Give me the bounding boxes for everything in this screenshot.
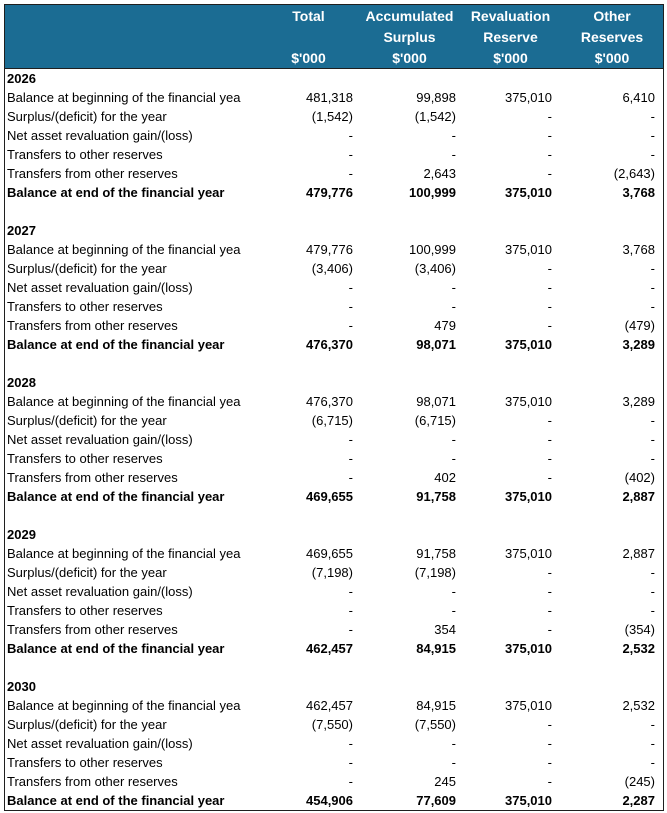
cell-total: 479,776	[306, 185, 353, 200]
cell-accumulated-surplus: -	[451, 432, 456, 447]
table-row	[5, 430, 663, 449]
table-row	[5, 164, 663, 183]
cell-accumulated-surplus: -	[451, 584, 456, 599]
cell-total: (7,550)	[311, 717, 353, 732]
header-revaluation-2: Reserve	[460, 26, 561, 47]
cell-other-reserves: 2,532	[622, 641, 655, 656]
row-label: Balance at end of the financial year	[7, 337, 225, 352]
cell-revaluation-reserve: 375,010	[505, 489, 552, 504]
table-row	[5, 259, 663, 278]
cell-other-reserves: (245)	[624, 774, 655, 789]
table-row	[5, 582, 663, 601]
cell-revaluation-reserve: -	[547, 261, 552, 276]
cell-revaluation-reserve: -	[547, 318, 552, 333]
cell-revaluation-reserve: -	[547, 603, 552, 618]
year-heading: 2030	[7, 679, 36, 694]
cell-revaluation-reserve: 375,010	[505, 242, 552, 257]
cell-total: -	[348, 584, 353, 599]
cell-accumulated-surplus: (7,550)	[414, 717, 456, 732]
cell-total: -	[348, 622, 353, 637]
table-body	[5, 69, 663, 811]
table-row	[5, 715, 663, 734]
cell-revaluation-reserve: -	[547, 128, 552, 143]
spacer-cell	[5, 202, 663, 221]
year-heading-row	[5, 221, 663, 240]
row-label: Net asset revaluation gain/(loss)	[7, 128, 193, 143]
cell-total: (6,715)	[311, 413, 353, 428]
cell-accumulated-surplus: 479	[434, 318, 456, 333]
header-revaluation: Revaluation	[460, 5, 561, 26]
table-row	[5, 316, 663, 335]
cell-other-reserves: 2,532	[622, 698, 655, 713]
header-accumulated: Accumulated	[359, 5, 460, 26]
cell-revaluation-reserve: -	[547, 413, 552, 428]
cell-accumulated-surplus: 402	[434, 470, 456, 485]
cell-accumulated-surplus: -	[451, 147, 456, 162]
cell-revaluation-reserve: 375,010	[505, 793, 552, 808]
cell-accumulated-surplus: -	[451, 299, 456, 314]
cell-accumulated-surplus: (1,542)	[414, 109, 456, 124]
cell-revaluation-reserve: 375,010	[505, 185, 552, 200]
cell-total: 479,776	[306, 242, 353, 257]
table-row	[5, 145, 663, 164]
balance-end-row	[5, 791, 663, 810]
cell-total: -	[348, 318, 353, 333]
spacer-cell	[5, 354, 663, 373]
cell-accumulated-surplus: -	[451, 603, 456, 618]
cell-other-reserves: (479)	[624, 318, 655, 333]
row-label: Transfers from other reserves	[7, 622, 178, 637]
cell-revaluation-reserve: -	[547, 166, 552, 181]
cell-accumulated-surplus: (7,198)	[414, 565, 456, 580]
cell-revaluation-reserve: -	[547, 622, 552, 637]
year-heading: 2029	[7, 527, 36, 542]
table-row	[5, 126, 663, 145]
header-revaluation-units: $'000	[460, 47, 561, 69]
row-label: Balance at beginning of the financial yea	[7, 90, 241, 105]
cell-revaluation-reserve: 375,010	[505, 337, 552, 352]
year-heading-row	[5, 373, 663, 392]
balance-end-row	[5, 639, 663, 658]
header-total-2	[258, 26, 359, 47]
table-row	[5, 563, 663, 582]
cell-other-reserves: -	[650, 299, 655, 314]
cell-total: (1,542)	[311, 109, 353, 124]
cell-other-reserves: 2,887	[622, 489, 655, 504]
cell-accumulated-surplus: 100,999	[409, 185, 456, 200]
cell-revaluation-reserve: -	[547, 432, 552, 447]
cell-total: (7,198)	[311, 565, 353, 580]
row-label: Balance at end of the financial year	[7, 185, 225, 200]
cell-other-reserves: -	[650, 565, 655, 580]
year-heading-row	[5, 525, 663, 544]
cell-accumulated-surplus: (6,715)	[414, 413, 456, 428]
header-label-blank-3	[5, 47, 258, 69]
row-label: Transfers from other reserves	[7, 774, 178, 789]
cell-revaluation-reserve: 375,010	[505, 90, 552, 105]
row-label: Transfers from other reserves	[7, 470, 178, 485]
spacer-cell	[5, 658, 663, 677]
cell-other-reserves: -	[650, 128, 655, 143]
cell-accumulated-surplus: 84,915	[416, 641, 456, 656]
cell-revaluation-reserve: -	[547, 755, 552, 770]
row-label: Transfers to other reserves	[7, 147, 163, 162]
equity-statement-table	[5, 5, 663, 810]
cell-revaluation-reserve: -	[547, 565, 552, 580]
row-label: Balance at end of the financial year	[7, 641, 225, 656]
row-label: Transfers from other reserves	[7, 166, 178, 181]
table-row	[5, 734, 663, 753]
row-label: Balance at beginning of the financial yea	[7, 546, 241, 561]
cell-accumulated-surplus: -	[451, 736, 456, 751]
cell-revaluation-reserve: -	[547, 717, 552, 732]
cell-other-reserves: 3,768	[622, 185, 655, 200]
cell-total: -	[348, 299, 353, 314]
header-row-2	[5, 26, 663, 47]
cell-revaluation-reserve: 375,010	[505, 641, 552, 656]
cell-total: 469,655	[306, 546, 353, 561]
cell-other-reserves: -	[650, 717, 655, 732]
cell-accumulated-surplus: 99,898	[416, 90, 456, 105]
cell-total: -	[348, 736, 353, 751]
cell-revaluation-reserve: -	[547, 280, 552, 295]
cell-total: 462,457	[306, 641, 353, 656]
cell-other-reserves: (354)	[624, 622, 655, 637]
cell-total: -	[348, 451, 353, 466]
cell-accumulated-surplus: 354	[434, 622, 456, 637]
cell-revaluation-reserve: -	[547, 584, 552, 599]
cell-total: -	[348, 280, 353, 295]
table-row	[5, 449, 663, 468]
header-other: Other	[561, 5, 663, 26]
cell-other-reserves: (2,643)	[613, 166, 655, 181]
row-label: Surplus/(deficit) for the year	[7, 261, 167, 276]
section-spacer	[5, 506, 663, 525]
cell-other-reserves: -	[650, 603, 655, 618]
cell-total: -	[348, 755, 353, 770]
header-total-units: $'000	[258, 47, 359, 69]
row-label: Balance at beginning of the financial yea	[7, 242, 241, 257]
cell-accumulated-surplus: 2,643	[423, 166, 456, 181]
cell-revaluation-reserve: 375,010	[505, 698, 552, 713]
table-row	[5, 278, 663, 297]
header-other-2: Reserves	[561, 26, 663, 47]
cell-other-reserves: -	[650, 280, 655, 295]
section-spacer	[5, 354, 663, 373]
cell-accumulated-surplus: 98,071	[416, 337, 456, 352]
year-heading-row	[5, 69, 663, 89]
table-row	[5, 772, 663, 791]
header-other-units: $'000	[561, 47, 663, 69]
cell-accumulated-surplus: 245	[434, 774, 456, 789]
cell-other-reserves: 3,289	[622, 394, 655, 409]
cell-revaluation-reserve: -	[547, 147, 552, 162]
cell-total: -	[348, 147, 353, 162]
cell-revaluation-reserve: -	[547, 774, 552, 789]
cell-other-reserves: 2,287	[622, 793, 655, 808]
header-total: Total	[258, 5, 359, 26]
cell-other-reserves: -	[650, 451, 655, 466]
row-label: Net asset revaluation gain/(loss)	[7, 584, 193, 599]
cell-accumulated-surplus: 91,758	[416, 546, 456, 561]
cell-revaluation-reserve: 375,010	[505, 394, 552, 409]
cell-accumulated-surplus: -	[451, 755, 456, 770]
row-label: Surplus/(deficit) for the year	[7, 109, 167, 124]
cell-total: -	[348, 774, 353, 789]
cell-other-reserves: 3,768	[622, 242, 655, 257]
cell-other-reserves: 6,410	[622, 90, 655, 105]
row-label: Transfers to other reserves	[7, 603, 163, 618]
equity-statement-sheet	[4, 4, 664, 811]
cell-other-reserves: 3,289	[622, 337, 655, 352]
year-heading-row	[5, 677, 663, 696]
cell-other-reserves: -	[650, 413, 655, 428]
row-label: Balance at end of the financial year	[7, 793, 225, 808]
cell-other-reserves: (402)	[624, 470, 655, 485]
cell-accumulated-surplus: 84,915	[416, 698, 456, 713]
table-row	[5, 696, 663, 715]
year-heading: 2028	[7, 375, 36, 390]
row-label: Balance at beginning of the financial yea	[7, 394, 241, 409]
header-row-units	[5, 47, 663, 69]
cell-total: 462,457	[306, 698, 353, 713]
spacer-cell	[5, 506, 663, 525]
cell-accumulated-surplus: -	[451, 128, 456, 143]
row-label: Balance at end of the financial year	[7, 489, 225, 504]
table-header	[5, 5, 663, 69]
cell-total: (3,406)	[311, 261, 353, 276]
balance-end-row	[5, 183, 663, 202]
table-row	[5, 88, 663, 107]
balance-end-row	[5, 487, 663, 506]
cell-total: -	[348, 470, 353, 485]
row-label: Transfers from other reserves	[7, 318, 178, 333]
cell-accumulated-surplus: -	[451, 451, 456, 466]
cell-other-reserves: -	[650, 109, 655, 124]
header-accumulated-units: $'000	[359, 47, 460, 69]
cell-revaluation-reserve: -	[547, 299, 552, 314]
row-label: Net asset revaluation gain/(loss)	[7, 280, 193, 295]
section-spacer	[5, 202, 663, 221]
cell-revaluation-reserve: -	[547, 109, 552, 124]
row-label: Surplus/(deficit) for the year	[7, 717, 167, 732]
cell-accumulated-surplus: 91,758	[416, 489, 456, 504]
table-row	[5, 468, 663, 487]
cell-total: -	[348, 432, 353, 447]
table-row	[5, 753, 663, 772]
section-spacer	[5, 658, 663, 677]
balance-end-row	[5, 335, 663, 354]
cell-accumulated-surplus: 77,609	[416, 793, 456, 808]
cell-total: 476,370	[306, 337, 353, 352]
cell-total: -	[348, 166, 353, 181]
row-label: Transfers to other reserves	[7, 755, 163, 770]
cell-accumulated-surplus: (3,406)	[414, 261, 456, 276]
cell-total: -	[348, 128, 353, 143]
cell-other-reserves: -	[650, 147, 655, 162]
row-label: Balance at beginning of the financial yea	[7, 698, 241, 713]
cell-total: 469,655	[306, 489, 353, 504]
cell-total: 481,318	[306, 90, 353, 105]
cell-total: -	[348, 603, 353, 618]
cell-other-reserves: -	[650, 736, 655, 751]
header-accumulated-2: Surplus	[359, 26, 460, 47]
table-row	[5, 544, 663, 563]
table-row	[5, 240, 663, 259]
row-label: Surplus/(deficit) for the year	[7, 413, 167, 428]
cell-accumulated-surplus: 100,999	[409, 242, 456, 257]
year-heading: 2026	[7, 71, 36, 86]
table-row	[5, 411, 663, 430]
cell-revaluation-reserve: -	[547, 736, 552, 751]
cell-other-reserves: 2,887	[622, 546, 655, 561]
table-row	[5, 601, 663, 620]
row-label: Net asset revaluation gain/(loss)	[7, 432, 193, 447]
table-row	[5, 620, 663, 639]
table-row	[5, 392, 663, 411]
cell-other-reserves: -	[650, 755, 655, 770]
table-row	[5, 297, 663, 316]
year-heading: 2027	[7, 223, 36, 238]
cell-revaluation-reserve: -	[547, 470, 552, 485]
cell-total: 476,370	[306, 394, 353, 409]
header-label-blank-2	[5, 26, 258, 47]
header-row-1	[5, 5, 663, 26]
row-label: Transfers to other reserves	[7, 299, 163, 314]
table-row	[5, 107, 663, 126]
cell-other-reserves: -	[650, 432, 655, 447]
cell-revaluation-reserve: 375,010	[505, 546, 552, 561]
header-label-blank	[5, 5, 258, 26]
cell-accumulated-surplus: -	[451, 280, 456, 295]
cell-total: 454,906	[306, 793, 353, 808]
row-label: Surplus/(deficit) for the year	[7, 565, 167, 580]
cell-other-reserves: -	[650, 261, 655, 276]
row-label: Transfers to other reserves	[7, 451, 163, 466]
row-label: Net asset revaluation gain/(loss)	[7, 736, 193, 751]
cell-accumulated-surplus: 98,071	[416, 394, 456, 409]
cell-revaluation-reserve: -	[547, 451, 552, 466]
cell-other-reserves: -	[650, 584, 655, 599]
